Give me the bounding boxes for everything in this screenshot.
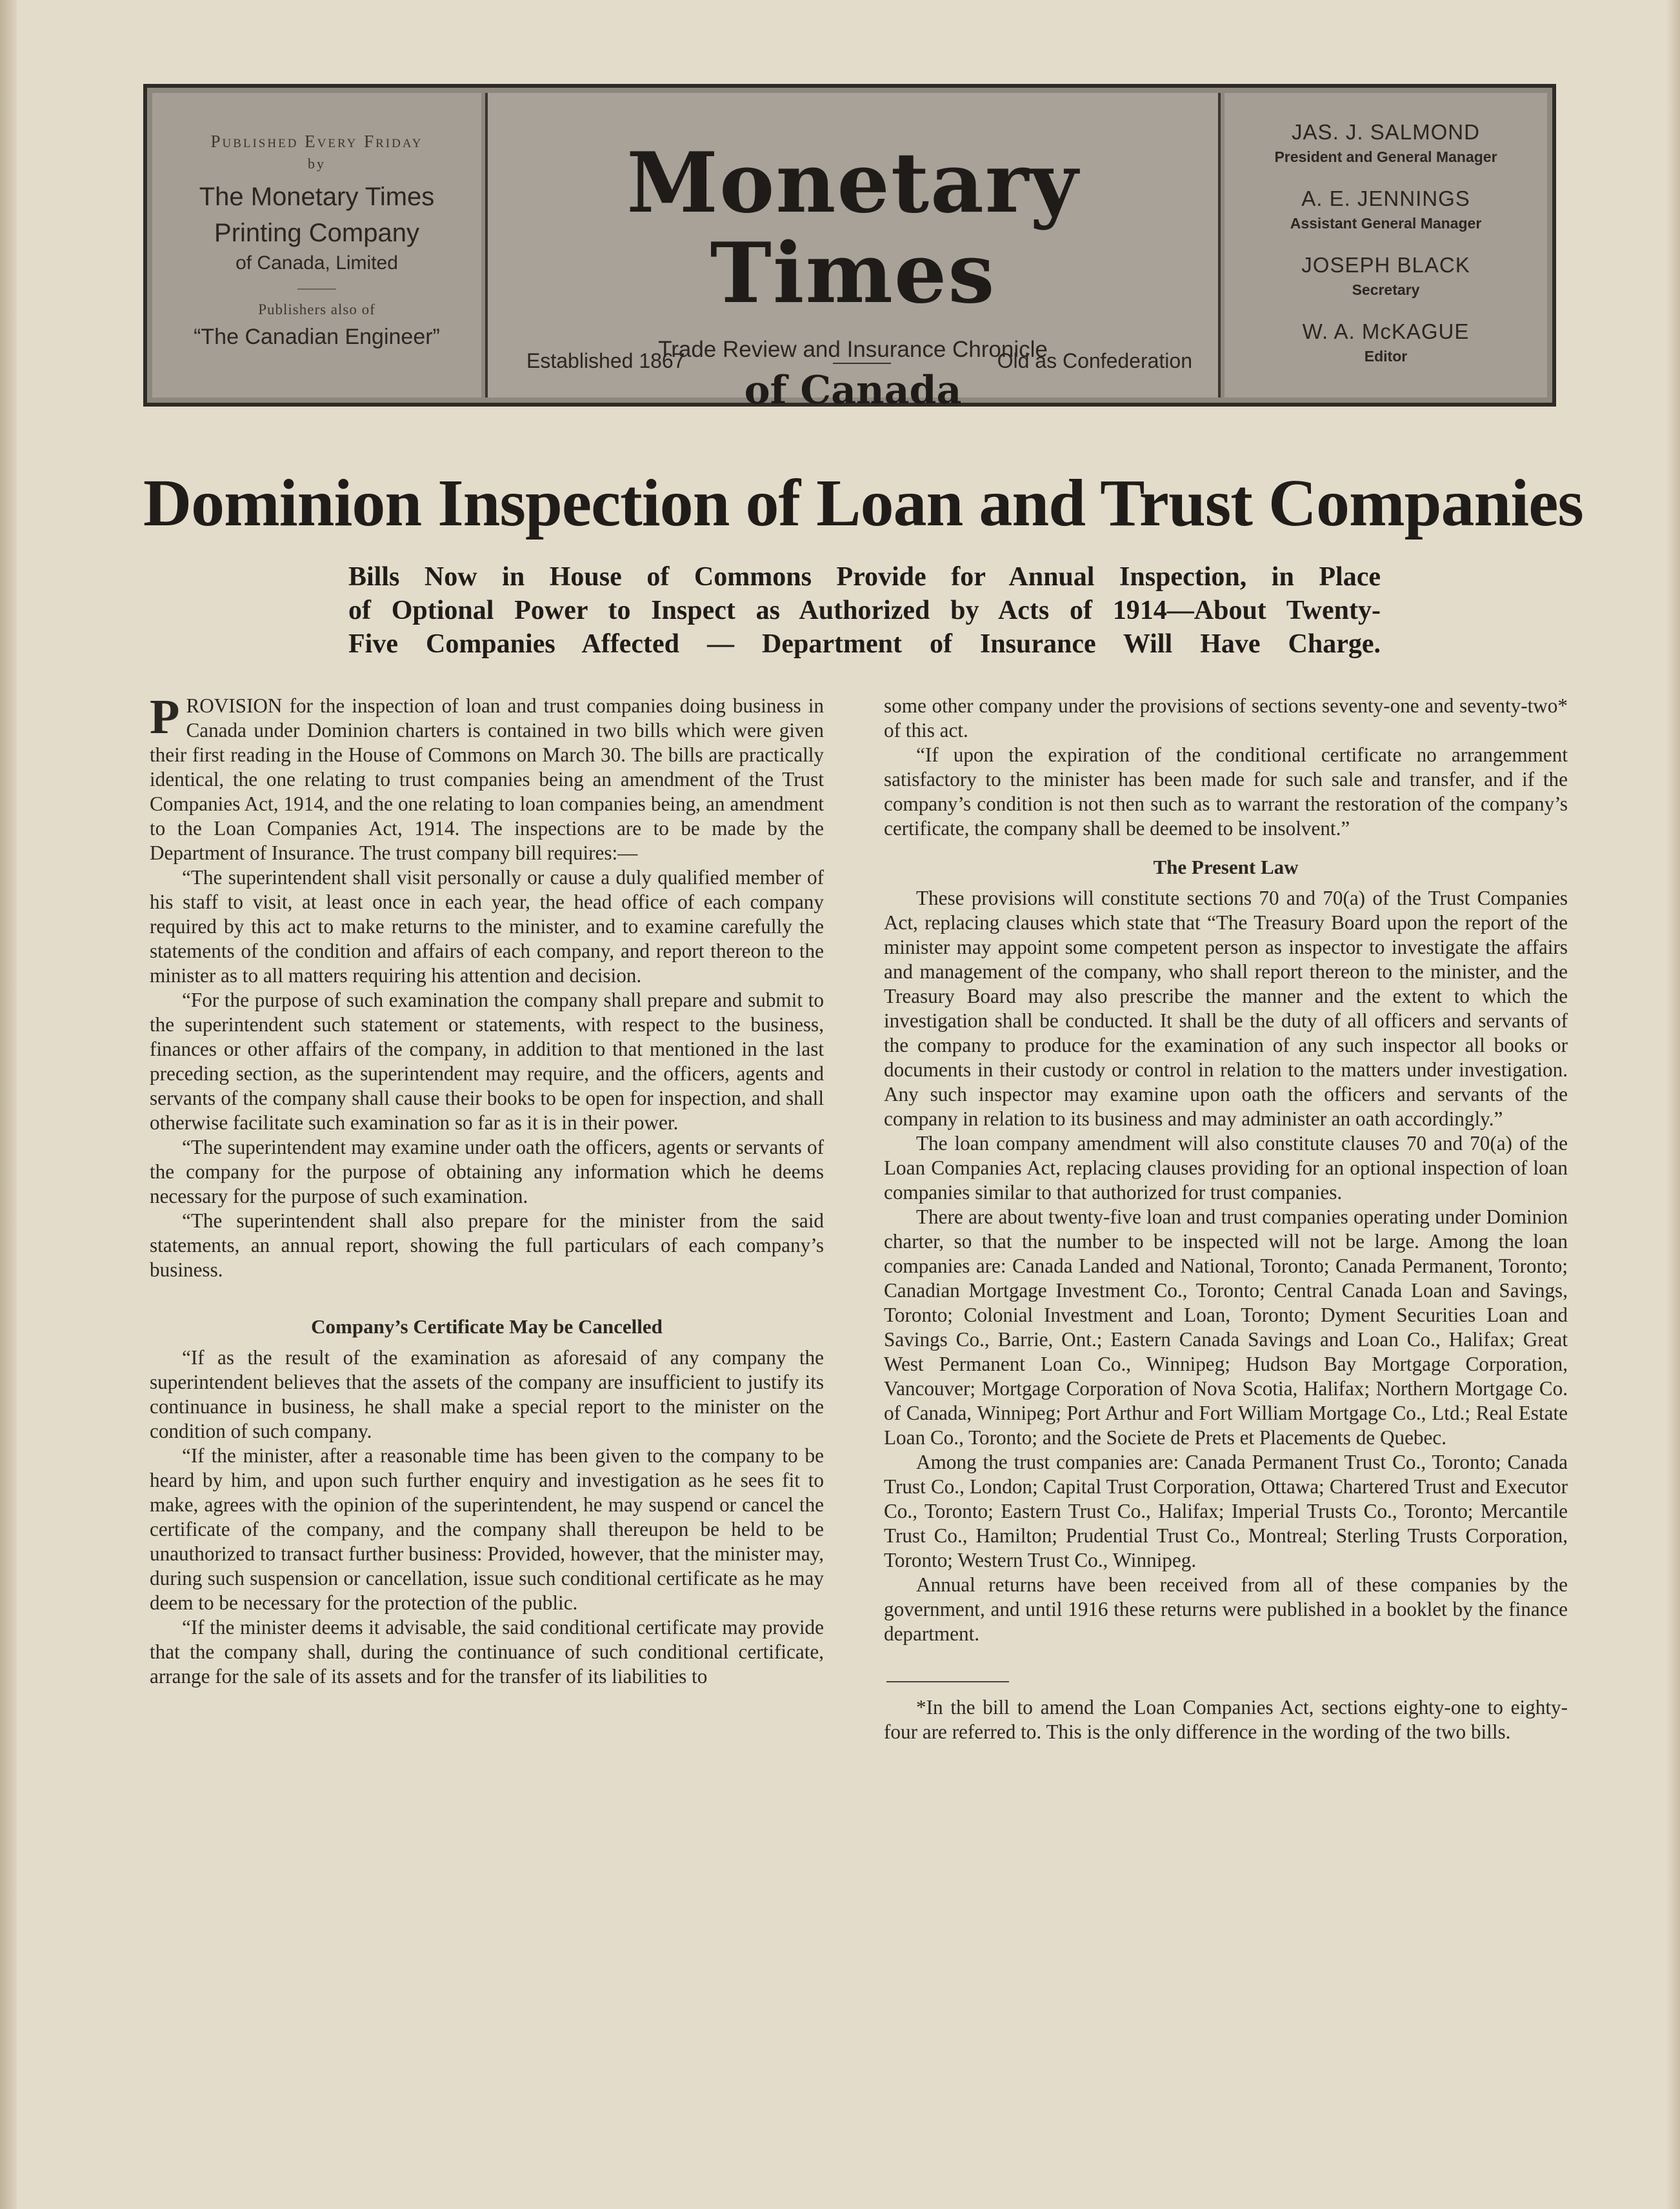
newspaper-title: Monetary Times [626,135,1079,322]
staff-name: JOSEPH BLACK [1301,253,1470,277]
article-paragraph: “If as the result of the examination as aforesaid of any company the superintendent believes that the assets of the company are insufficient to justify its continuance in business, he shall make a special report to the minister on the condition of such company. [150,1346,824,1442]
masthead-title-panel [485,93,1221,413]
article-headline: Dominion Inspection of Loan and Trust Companies [143,466,1583,540]
staff-name: W. A. McKAGUE [1302,319,1470,343]
article-deck [348,560,1381,661]
article-paragraph: “If the minister deems it advisable, the said conditional certificate may provide that the company shall, during the continuance of such conditional certificate, arrange for the sale of its assets and for the transfer of its liabilities to [150,1616,824,1688]
page-right-edge [1666,0,1680,2209]
staff-name: JAS. J. SALMOND [1292,120,1480,144]
article-paragraph [150,690,824,865]
publisher-name-line2: Printing Company [214,219,419,247]
established-year: Established 1867 [526,349,685,372]
article-paragraph: “If the minister, after a reasonable time has been given to the company to be heard by him, and upon such further enquiry and investigation as he sees fit to make, agrees with the opinion of the superintendent, he may suspend or cancel the certificate of the company, and the company shall thereupon be held to be unauthorized to transact further business: Provided, however, that the minister may, during such suspension or cancellation, issue such conditional certificate as he may deem to be necessary for the protection of the public. [150,1444,824,1614]
article-paragraph: “If upon the expiration of the conditional certificate no arrangemment satisfactory to the minister has been made for such sale and transfer, and if the company’s condition is not then such as to warrant the restoration of the company’s certificate, the company shall be deemed to be insolvent.” [884,743,1568,840]
staff-role: Assistant General Manager [1290,215,1482,232]
article-paragraph: some other company under the provisions of sections seventy-one and seventy-two* of this act. [884,694,1568,741]
section-subhead: Company’s Certificate May be Cancelled [311,1315,663,1338]
footer-dash [833,363,891,364]
newspaper-subtitle: Trade Review and Insurance Chronicle [658,337,1048,362]
published-every-friday: Published Every Friday [210,132,423,151]
published-by: by [308,156,326,172]
masthead-staff-panel [1225,93,1547,398]
deck-line: of Optional Power to Inspect as Authorized by Acts of 1914—About Twenty- [348,596,1381,625]
article-paragraph: These provisions will constitute sections 70 and 70(a) of the Trust Companies Act, replacing clauses which state that “The Treasury Board upon the report of the minister may appoint some competent person as inspector to investigate the affairs and management of the company, who shall report thereon to the minister, and the Treasury Board may also prescribe the manner and the extent to which the investigation shall be conducted. It shall be the duty of all officers and servants of the company to produce for the examination of any such inspector all books or documents in their custody or control in relation to the matters under investigation. Any such inspector may examine upon oath the officers and servants of the company in relation to its business and may administer an oath accordingly.” [884,887,1568,1130]
article-paragraph: “The superintendent shall also prepare for the minister from the said statements, an annual report, showing the full particulars of each company’s business. [150,1209,824,1281]
section-subhead: The Present Law [1153,856,1299,878]
article-left-column [150,690,824,1689]
article-paragraph: The loan company amendment will also constitute clauses 70 and 70(a) of the Loan Companies Act, replacing clauses providing for an optional inspection of loan companies similar to that authorized for trust companies. [884,1132,1568,1204]
page-binding-edge [0,0,17,2209]
deck-line: Bills Now in House of Commons Provide for Annual Inspection, in Place [348,562,1381,592]
publisher-name-line3: of Canada, Limited [235,252,398,274]
footnote-divider [886,1681,1009,1682]
article-paragraph: Annual returns have been received from all of these companies by the government, and until 1916 these returns were published in a booklet by the finance department. [884,1573,1568,1645]
article-paragraph: Among the trust companies are: Canada Permanent Trust Co., Toronto; Canada Trust Co., London; Capital Trust Corporation, Ottawa; Chartered Trust and Executor Co., Toronto; Eastern Trust Co., Halifax; Imperial Trusts Co., Toronto; Mercantile Trust Co., Hamilton; Prudential Trust Co., Montreal; Sterling Trusts Corporation, Toronto; Western Trust Co., Winnipeg. [884,1451,1568,1571]
drop-cap: P [150,690,180,744]
article-paragraph: “The superintendent shall visit personally or cause a duly qualified member of his staff to visit, at least once in each year, the head office of each company required by this act to make returns to the minister, and to examine carefully the statements of the condition and affairs of each company, and report thereon to the minister as to all matters requiring his attention and decision. [150,866,824,987]
canadian-engineer-title: “The Canadian Engineer” [194,325,440,349]
staff-role: Editor [1364,348,1408,365]
footnote: *In the bill to amend the Loan Companies Act, sections eighty-one to eighty-four are referred to. This is the only difference in the wording of the two bills. [884,1696,1568,1743]
masthead-publisher-panel [152,93,481,398]
article-paragraph: “For the purpose of such examination the company shall prepare and submit to the superintendent such statement or statements, with respect to the business, finances or other affairs of the company, in addition to that mentioned in the last preceding section, as the superintendent may require, and the officers, agents and servants of the company shall cause their books to be open for inspection, and shall otherwise facilitate such examination so far as it is in their power. [150,989,824,1134]
newspaper-of-canada: of Canada [744,368,962,413]
masthead-motto: Old as Confederation [997,349,1192,372]
staff-role: President and General Manager [1274,148,1497,165]
publishers-also-of: Publishers also of [258,301,375,318]
masthead [143,84,1556,413]
article-right-column [884,694,1568,1744]
staff-name: A. E. JENNINGS [1301,187,1470,210]
deck-line: Five Companies Affected — Department of Insurance Will Have Charge. [348,629,1381,659]
publisher-name-line1: The Monetary Times [199,183,435,211]
article-paragraph: There are about twenty-five loan and trust companies operating under Dominion charter, so that the number to be inspected will not be large. Among the loan companies are: Canada Landed and National, Toronto; Canada Permanent, Toronto; Canadian Mortgage Investment Co., Toronto; Central Canada Loan and Savings, Toronto; Colonial Investment and Loan, Toronto; Dyment Securities Loan and Savings Co., Barrie, Ont.; Eastern Canada Savings and Loan Co., Halifax; Great West Permanent Loan Co., Winnipeg; Hudson Bay Mortgage Corporation, Vancouver; Mortgage Corporation of Nova Scotia, Halifax; Northern Mortgage Co. of Canada, Winnipeg; Port Arthur and Fort William Mortgage Co., Ltd.; Real Estate Loan Co., Toronto; and the Societe de Prets et Placements de Quebec. [884,1205,1568,1449]
staff-role: Secretary [1352,281,1420,298]
lead-paragraph-text: ROVISION for the inspection of loan and trust companies doing business in Canada under Dominion charters is contained in two bills which were given their first reading in the House of Commons on March 30. The bills are practically identical, the one relating to trust companies being an amendment of the Trust Companies Act, 1914, and the one relating to loan companies being, an amendment to the Loan Companies Act, 1914. The inspections are to be made by the Department of Insurance. The trust company bill requires:— [150,694,824,864]
publisher-divider [297,288,336,290]
article-paragraph: “The superintendent may examine under oath the officers, agents or servants of the company for the purpose of obtaining any information which he deems necessary for the purpose of such examination. [150,1136,824,1207]
